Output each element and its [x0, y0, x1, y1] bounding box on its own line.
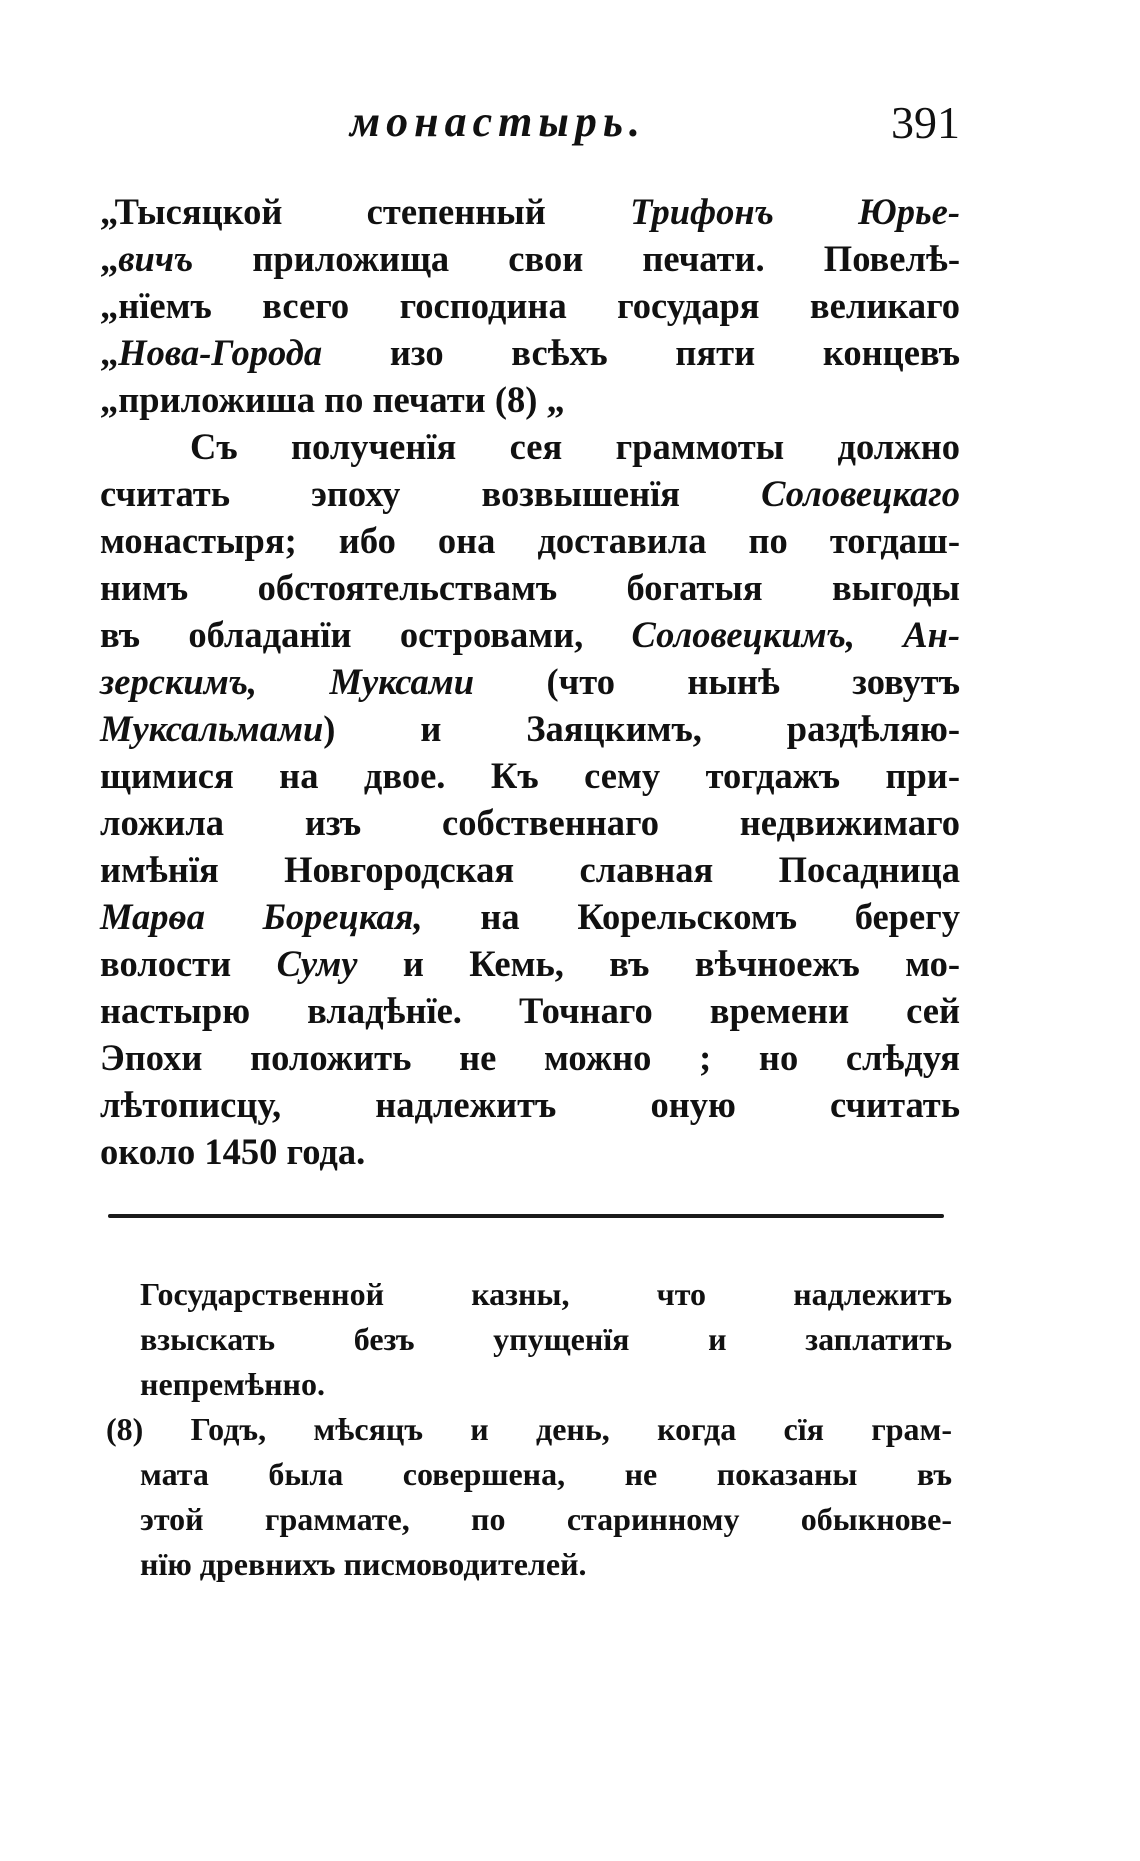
running-head: монастырь.: [350, 97, 646, 146]
paragraph-start: Съ полученїя сея граммоты должно: [190, 426, 960, 467]
page-header: [100, 96, 960, 156]
text-line: „Нова-Города изо всѣхъ пяти концевъ: [100, 332, 960, 373]
page-number: 391: [891, 97, 960, 148]
footnote-divider: [108, 1214, 944, 1218]
text-line: монастыря; ибо она доставила по тогдаш-: [100, 520, 960, 561]
text-line: „нїемъ всего господина государя великаго: [100, 285, 960, 326]
text-line: Марѳа Борецкая, на Корельскомъ берегу: [100, 896, 960, 937]
footnote-line: мата была совершена, не показаны въ: [140, 1456, 952, 1492]
footnotes: [106, 1272, 952, 1587]
footnote-line: взыскать безъ упущенїя и заплатить: [140, 1321, 952, 1357]
footnote-line: нїю древнихъ писмоводителей.: [140, 1546, 587, 1582]
footnote-line: Государственной казны, что надлежитъ: [140, 1276, 952, 1312]
footnote-line: этой граммате, по старинному обыкнове-: [140, 1501, 952, 1537]
text-line: Эпохи положить не можно ; но слѣдуя: [100, 1037, 960, 1078]
text-line: имѣнїя Новгородская славная Посадница: [100, 849, 960, 890]
text-line: волости Суму и Кемь, въ вѣчноежъ мо-: [100, 943, 960, 984]
text-line: ложила изъ собственнаго недвижимаго: [100, 802, 960, 843]
text-line: щимися на двое. Къ сему тогдажъ при-: [100, 755, 960, 796]
text-line: нимъ обстоятельствамъ богатыя выгоды: [100, 567, 960, 608]
text-line: „Тысяцкой степенный Трифонъ Юрье-: [100, 191, 960, 232]
main-text: [100, 188, 960, 1175]
text-line: зерскимъ, Муксами (что нынѣ зовутъ: [100, 661, 960, 702]
text-line: около 1450 года.: [100, 1131, 366, 1172]
text-line: настырю владѣнїе. Точнаго времени сей: [100, 990, 960, 1031]
text-line: въ обладанїи островами, Соловецкимъ, Ан-: [100, 614, 961, 655]
footnote-8-start: (8) Годъ, мѣсяцъ и день, когда сїя грам-: [106, 1411, 952, 1447]
text-line: „приложиша по печати (8) „: [100, 379, 565, 420]
footnote-line: непремѣнно.: [140, 1366, 325, 1402]
text-line: Муксальмами) и Заяцкимъ, раздѣляю-: [100, 708, 960, 749]
text-line: лѣтописцу, надлежитъ оную считать: [100, 1084, 960, 1125]
text-line: считать эпоху возвышенїя Соловецкаго: [100, 473, 960, 514]
text-line: „вичъ приложища свои печати. Повелѣ-: [100, 238, 960, 279]
